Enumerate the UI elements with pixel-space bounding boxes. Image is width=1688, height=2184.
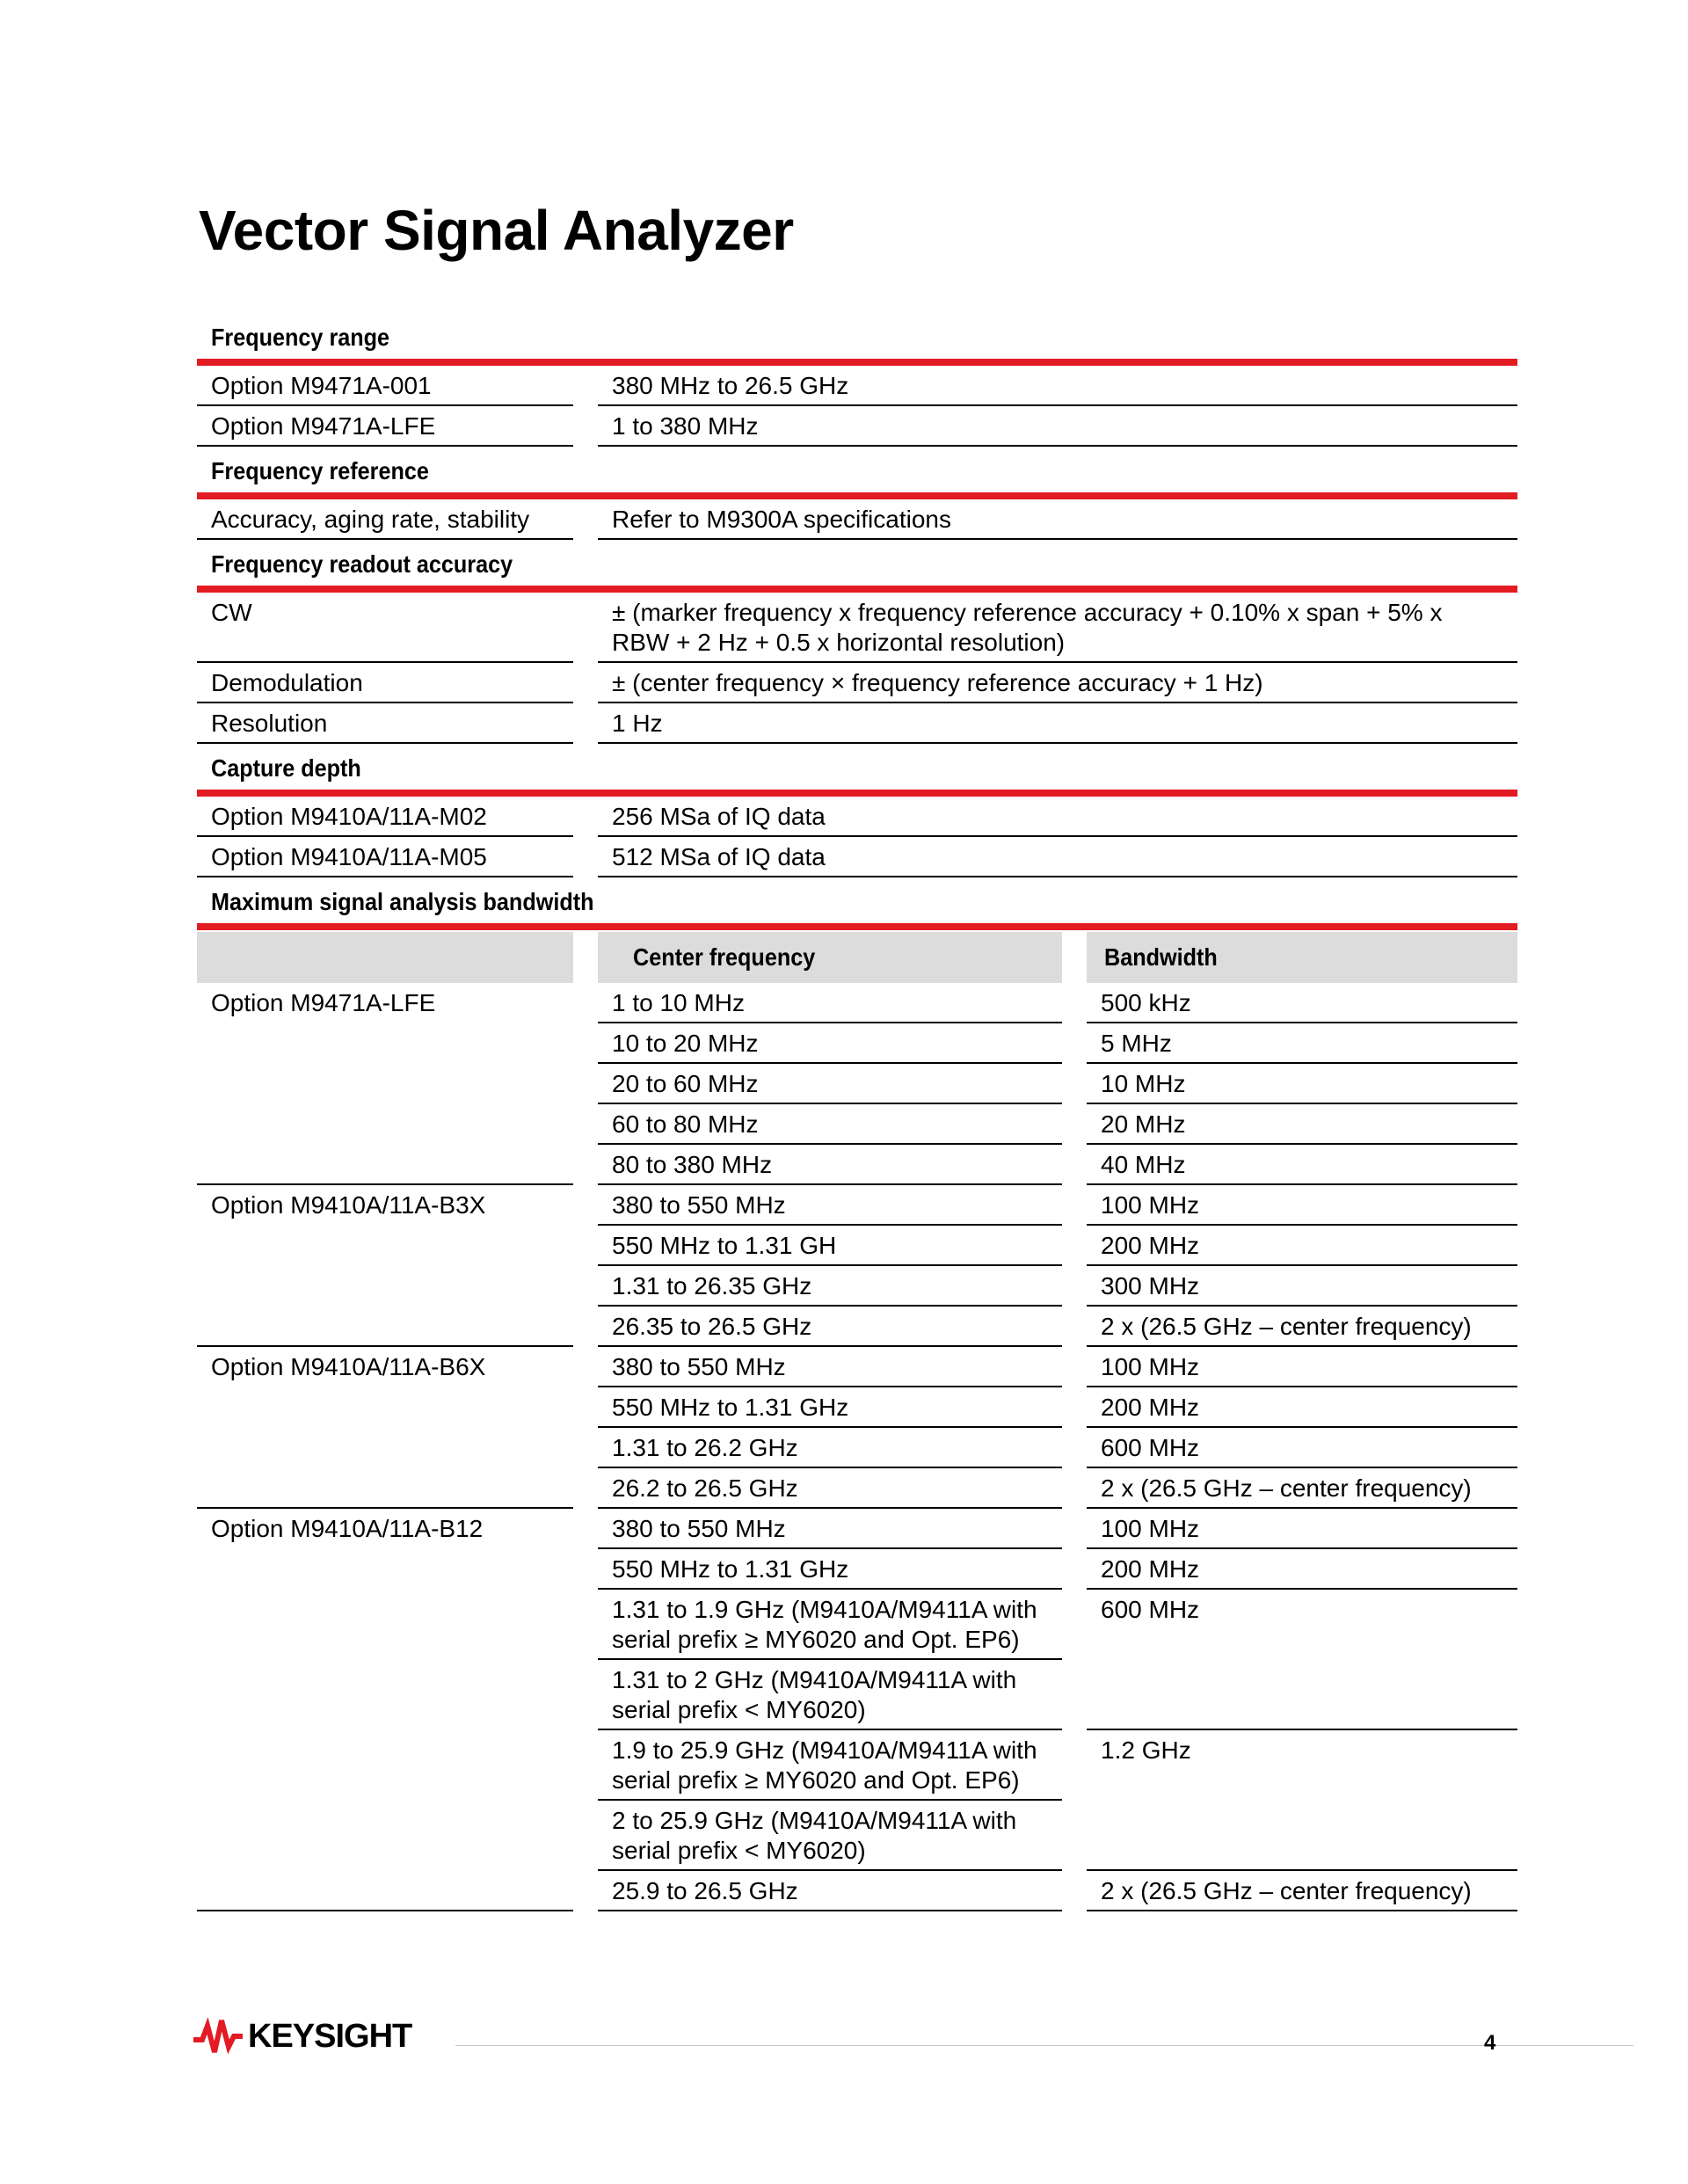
- merged-row: [598, 1730, 1517, 1871]
- table-row: [197, 797, 1517, 837]
- option-label: Option M9410A/11A-B6X: [197, 1347, 573, 1509]
- row-label: Option M9410A/11A-M02: [197, 797, 573, 837]
- table-row: [598, 1549, 1517, 1590]
- row-value: 256 MSa of IQ data: [598, 797, 1517, 837]
- center-frequency: 550 MHz to 1.31 GHz: [598, 1549, 1062, 1590]
- bandwidth-value: 5 MHz: [1087, 1023, 1517, 1064]
- table-row: [598, 1307, 1517, 1347]
- center-frequency: 550 MHz to 1.31 GH: [598, 1226, 1062, 1266]
- table-row: [197, 406, 1517, 447]
- bandwidth-group: [197, 1509, 1517, 1911]
- row-label: Option M9471A-001: [197, 366, 573, 406]
- center-frequency: 550 MHz to 1.31 GHz: [598, 1387, 1062, 1428]
- section-heading-frequency-range: Frequency range: [197, 313, 1517, 366]
- table-row: [598, 1064, 1517, 1104]
- bandwidth-value: 20 MHz: [1087, 1104, 1517, 1145]
- center-frequency: 26.2 to 26.5 GHz: [598, 1468, 1062, 1509]
- bandwidth-value: 200 MHz: [1087, 1226, 1517, 1266]
- row-label: Resolution: [197, 703, 573, 744]
- center-frequency: 1.31 to 2 GHz (M9410A/M9411A with serial prefix < MY6020): [598, 1660, 1062, 1730]
- center-frequency: 10 to 20 MHz: [598, 1023, 1062, 1064]
- keysight-wave-icon: [192, 2017, 244, 2056]
- center-frequency: 1 to 10 MHz: [598, 983, 1062, 1023]
- row-label: Option M9410A/11A-M05: [197, 837, 573, 877]
- table-row: [598, 1145, 1517, 1185]
- bandwidth-value: 500 kHz: [1087, 983, 1517, 1023]
- option-label: Option M9410A/11A-B12: [197, 1509, 573, 1911]
- option-label: Option M9471A-LFE: [197, 983, 573, 1185]
- row-value: Refer to M9300A specifications: [598, 499, 1517, 540]
- table-row: [598, 1347, 1517, 1387]
- table-row: [598, 983, 1517, 1023]
- table-row: [197, 366, 1517, 406]
- row-label: Option M9471A-LFE: [197, 406, 573, 447]
- center-frequency: 80 to 380 MHz: [598, 1145, 1062, 1185]
- table-row: [598, 1104, 1517, 1145]
- table-row: [197, 499, 1517, 540]
- section-heading-frequency-readout-accuracy: Frequency readout accuracy: [197, 540, 1517, 593]
- section-heading-capture-depth: Capture depth: [197, 744, 1517, 797]
- row-label: Accuracy, aging rate, stability: [197, 499, 573, 540]
- row-value: 512 MSa of IQ data: [598, 837, 1517, 877]
- table-row: [598, 1387, 1517, 1428]
- row-value: 1 Hz: [598, 703, 1517, 744]
- table-row: [598, 1428, 1517, 1468]
- center-frequency: 1.31 to 26.35 GHz: [598, 1266, 1062, 1307]
- bandwidth-group: [197, 1185, 1517, 1347]
- row-value: ± (center frequency × frequency reference accuracy + 1 Hz): [598, 663, 1517, 703]
- table-row: [197, 593, 1517, 663]
- bandwidth-column-headers: [197, 930, 1517, 983]
- page-title: Vector Signal Analyzer: [199, 199, 794, 262]
- center-frequency: 60 to 80 MHz: [598, 1104, 1062, 1145]
- bandwidth-value: 2 x (26.5 GHz – center frequency): [1087, 1871, 1517, 1911]
- table-row: [197, 663, 1517, 703]
- row-value: ± (marker frequency x frequency reference accuracy + 0.10% x span + 5% x RBW + 2 Hz + 0.5 x horizontal resolution): [598, 593, 1517, 663]
- column-header-center-frequency: Center frequency: [598, 932, 1062, 983]
- center-frequency: 1.31 to 1.9 GHz (M9410A/M9411A with serial prefix ≥ MY6020 and Opt. EP6): [598, 1590, 1062, 1660]
- row-label: Demodulation: [197, 663, 573, 703]
- section-heading-frequency-reference: Frequency reference: [197, 447, 1517, 499]
- bandwidth-value: 200 MHz: [1087, 1387, 1517, 1428]
- table-row: [598, 1023, 1517, 1064]
- center-frequency: 380 to 550 MHz: [598, 1509, 1062, 1549]
- table-row: [598, 1226, 1517, 1266]
- center-frequency: 1.9 to 25.9 GHz (M9410A/M9411A with serial prefix ≥ MY6020 and Opt. EP6): [598, 1730, 1062, 1801]
- center-frequency: 1.31 to 26.2 GHz: [598, 1428, 1062, 1468]
- table-row: [598, 1185, 1517, 1226]
- row-label: CW: [197, 593, 573, 663]
- center-frequency: 25.9 to 26.5 GHz: [598, 1871, 1062, 1911]
- bandwidth-value: 300 MHz: [1087, 1266, 1517, 1307]
- center-frequency: 380 to 550 MHz: [598, 1185, 1062, 1226]
- row-value: 380 MHz to 26.5 GHz: [598, 366, 1517, 406]
- bandwidth-value: 10 MHz: [1087, 1064, 1517, 1104]
- page-number: 4: [1484, 2031, 1496, 2055]
- bandwidth-value: 100 MHz: [1087, 1185, 1517, 1226]
- table-row: [598, 1509, 1517, 1549]
- table-row: [197, 703, 1517, 744]
- bandwidth-value: 600 MHz: [1087, 1590, 1517, 1730]
- center-frequency: 380 to 550 MHz: [598, 1347, 1062, 1387]
- section-heading-max-bandwidth: Maximum signal analysis bandwidth: [197, 877, 1517, 930]
- column-header-bandwidth: Bandwidth: [1087, 932, 1517, 983]
- bandwidth-value: 2 x (26.5 GHz – center frequency): [1087, 1307, 1517, 1347]
- table-row: [197, 837, 1517, 877]
- center-frequency: 20 to 60 MHz: [598, 1064, 1062, 1104]
- column-header-blank: [197, 932, 573, 983]
- bandwidth-group: [197, 983, 1517, 1185]
- row-value: 1 to 380 MHz: [598, 406, 1517, 447]
- brand-name: KEYSIGHT: [248, 2017, 412, 2055]
- spec-table: [197, 313, 1517, 1911]
- bandwidth-value: 1.2 GHz: [1087, 1730, 1517, 1871]
- page-footer: [192, 2010, 1510, 2063]
- center-frequency: 2 to 25.9 GHz (M9410A/M9411A with serial prefix < MY6020): [598, 1801, 1062, 1871]
- table-row: [598, 1871, 1517, 1911]
- bandwidth-value: 600 MHz: [1087, 1428, 1517, 1468]
- option-label: Option M9410A/11A-B3X: [197, 1185, 573, 1347]
- bandwidth-value: 40 MHz: [1087, 1145, 1517, 1185]
- bandwidth-value: 2 x (26.5 GHz – center frequency): [1087, 1468, 1517, 1509]
- table-row: [598, 1468, 1517, 1509]
- center-frequency: 26.35 to 26.5 GHz: [598, 1307, 1062, 1347]
- keysight-logo: [192, 2017, 411, 2056]
- bandwidth-group: [197, 1347, 1517, 1509]
- merged-row: [598, 1590, 1517, 1730]
- table-row: [598, 1266, 1517, 1307]
- bandwidth-value: 200 MHz: [1087, 1549, 1517, 1590]
- footer-divider: [455, 2045, 1633, 2046]
- bandwidth-value: 100 MHz: [1087, 1509, 1517, 1549]
- bandwidth-value: 100 MHz: [1087, 1347, 1517, 1387]
